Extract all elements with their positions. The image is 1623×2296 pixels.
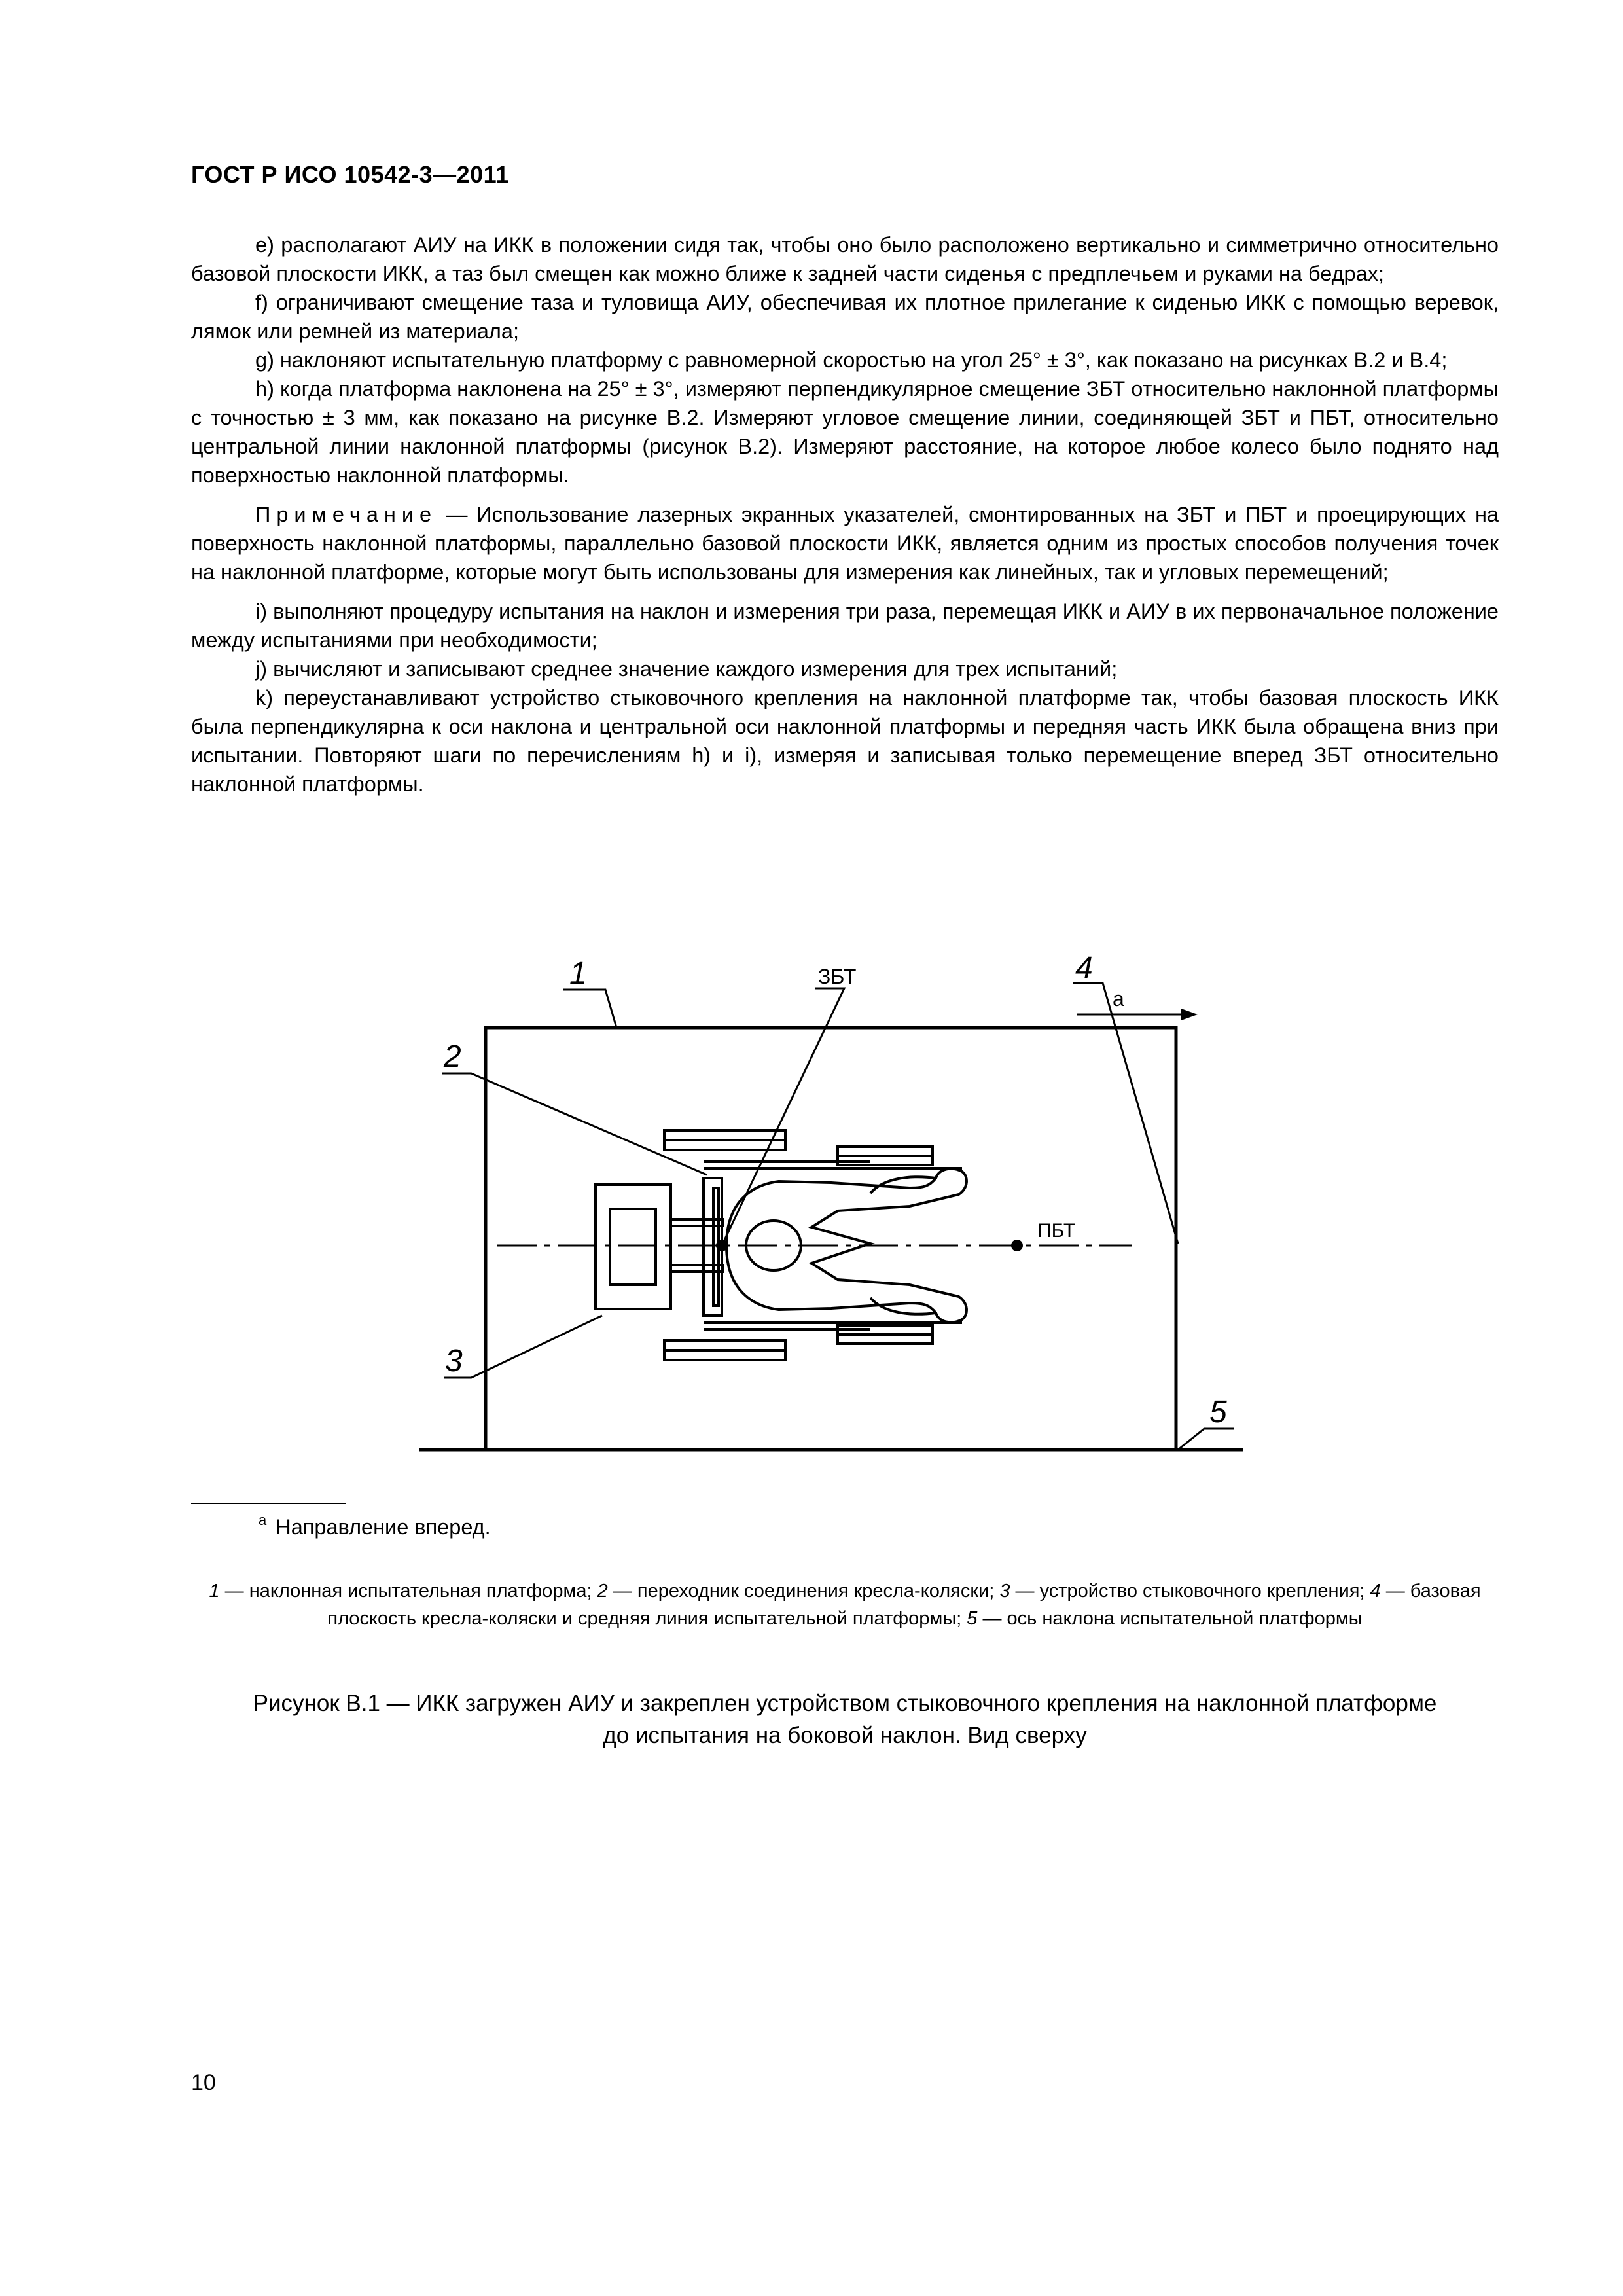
figure-legend [191,1577,1499,1632]
leader-label-3 [444,1316,602,1378]
legend-text-3: — устройство стыковочного крепления; [1010,1581,1370,1602]
figure-b1 [412,952,1276,1482]
legend-text-4: — базовая плоскость кресла-коляски и средняя линия испытательной платформы; [327,1581,1481,1629]
figure-caption [191,1687,1499,1751]
docking-rail-top [671,1219,723,1226]
legend-num-4: 4 [1370,1581,1381,1602]
page-number: 10 [191,2070,216,2095]
pbt-point [1011,1240,1023,1251]
paragraph-g: g) наклоняют испытательную платформу с равномерной скоростью на угол 25° ± 3°, как показано на рисунках В.2 и В.4; [255,348,1448,372]
legend-text-1: — наклонная испытательная платформа; [219,1581,597,1602]
footnote-text: Направление вперед. [276,1515,491,1539]
footnote-mark: а [259,1512,267,1528]
footnote [259,1512,491,1539]
caption-line-1: Рисунок В.1 — ИКК загружен АИУ и закреплен устройством стыковочного крепления на наклонной платформе [253,1691,1437,1716]
document-header: ГОСТ Р ИСО 10542-3—2011 [191,161,509,188]
figure-drawing [412,952,1276,1482]
legend-num-1: 1 [209,1581,220,1602]
zbt-point [716,1240,728,1251]
paragraph-e: е) располагают АИУ на ИКК в положении сидя так, чтобы оно было расположено вертикально и симметрично относительно базовой плоскости ИКК, а таз был смещен как можно ближе к задней части сиденья с предплечьем и руками на бедрах; [191,233,1499,285]
label-zbt: ЗБТ [818,965,857,988]
docking-device-inner [610,1209,656,1285]
paragraph-i: i) выполняют процедуру испытания на наклон и измерения три раза, перемещая ИКК и АИУ в их первоначальное положение между испытаниями при необходимости; [191,600,1499,652]
legend-text-2: — переходник соединения кресла-коляски; [607,1581,1000,1602]
note [191,500,1499,586]
label-a: а [1113,987,1124,1011]
arrow-a-head [1181,1009,1198,1020]
label-pbt: ПБТ [1037,1220,1076,1242]
paragraph-f: f) ограничивают смещение таза и туловища АИУ, обеспечивая их плотное прилегание к сиденью ИКК с помощью веревок, лямок или ремней из материала; [191,291,1499,343]
docking-rail-bottom [671,1265,723,1272]
label-5: 5 [1209,1395,1227,1429]
label-4: 4 [1075,952,1093,986]
leader-label-5 [1178,1429,1234,1450]
leader-label-1 [563,990,616,1028]
body-text [191,230,1499,798]
note-text: — Использование лазерных экранных указателей, смонтированных на ЗБТ и ПБТ и проецирующих на поверхность наклонной платформы, параллельно базовой плоскости ИКК, является одним из простых способов получения точек на наклонной платформе, которые могут быть использованы для измерения как линейных, так и угловых перемещений; [191,503,1499,584]
note-label: Примечание [255,503,438,526]
docking-device [596,1185,671,1309]
legend-text-5: — ось наклона испытательной платформы [977,1608,1363,1629]
label-1: 1 [569,956,587,991]
paragraph-j: j) вычисляют и записывают среднее значение каждого измерения для трех испытаний; [255,657,1118,681]
legend-num-2: 2 [597,1581,608,1602]
legend-num-3: 3 [999,1581,1010,1602]
label-2: 2 [444,1039,461,1074]
leader-label-4 [1073,983,1178,1244]
leader-label-2 [442,1073,707,1175]
paragraph-k: k) переустанавливают устройство стыковочного крепления на наклонной платформе так, чтобы базовая плоскость ИКК была перпендикулярна к оси наклона и центральной оси наклонной платформы и передняя часть ИКК была обращена вниз при испытании. Повторяют шаги по перечислениям h) и i), измеряя и записывая только перемещение вперед ЗБТ относительно наклонной платформы. [191,686,1499,796]
label-3: 3 [445,1344,463,1378]
legend-num-5: 5 [967,1608,978,1629]
footnote-separator [191,1503,346,1504]
caption-line-2: до испытания на боковой наклон. Вид сверху [603,1723,1087,1748]
paragraph-h: h) когда платформа наклонена на 25° ± 3°, измеряют перпендикулярное смещение ЗБТ относительно наклонной платформы с точностью ± 3 мм, как показано на рисунке В.2. Измеряют угловое смещение линии, соединяющей ЗБТ и ПБТ, относительно центральной линии наклонной платформы (рисунок В.2). Измеряют расстояние, на которое любое колесо было поднято над поверхностью наклонной платформы. [191,377,1499,487]
